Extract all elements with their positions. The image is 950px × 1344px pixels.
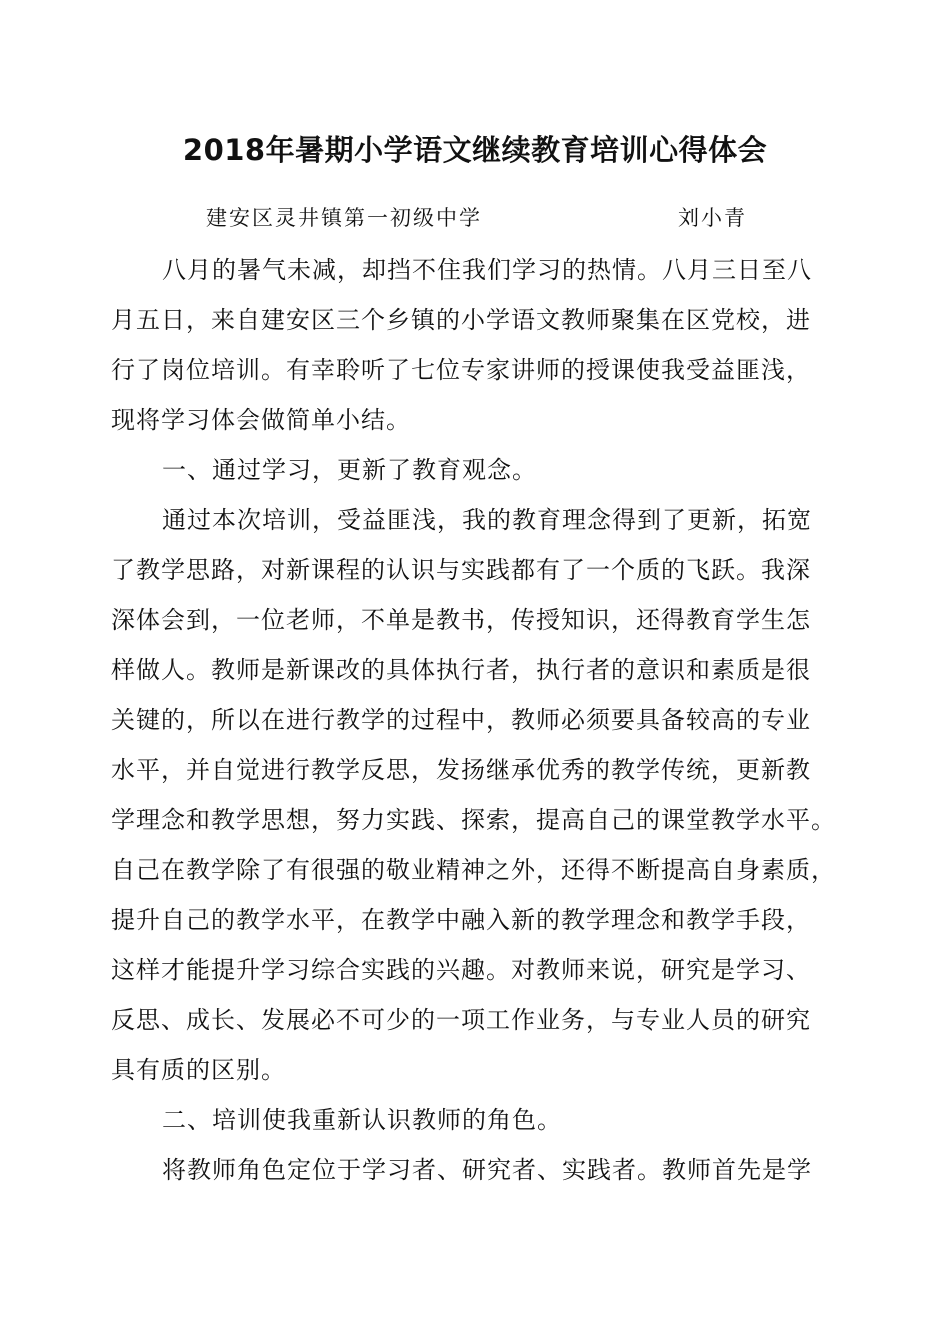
paragraph-line: 自己在教学除了有很强的敬业精神之外，还得不断提高自身素质， — [111, 856, 836, 884]
author-name: 刘小青 — [678, 206, 747, 230]
paragraph-line: 反思、成长、发展必不可少的一项工作业务，与专业人员的研究 — [111, 1006, 811, 1034]
paragraph-line: 深体会到，一位老师，不单是教书，传授知识，还得教育学生怎 — [111, 606, 811, 634]
author-school: 建安区灵井镇第一初级中学 — [206, 206, 482, 230]
paragraph-line: 水平，并自觉进行教学反思，发扬继承优秀的教学传统，更新教 — [111, 756, 811, 784]
paragraph-line: 行了岗位培训。有幸聆听了七位专家讲师的授课使我受益匪浅， — [111, 356, 811, 384]
paragraph-line: 八月的暑气未减，却挡不住我们学习的热情。八月三日至八 — [162, 256, 812, 284]
paragraph-line: 通过本次培训，受益匪浅，我的教育理念得到了更新，拓宽 — [162, 506, 812, 534]
section-heading: 二、培训使我重新认识教师的角色。 — [162, 1106, 562, 1134]
paragraph-line: 月五日，来自建安区三个乡镇的小学语文教师聚集在区党校，进 — [111, 306, 811, 334]
paragraph-line: 提升自己的教学水平，在教学中融入新的教学理念和教学手段， — [111, 906, 811, 934]
paragraph-line: 将教师角色定位于学习者、研究者、实践者。教师首先是学 — [162, 1156, 812, 1184]
paragraph-line: 这样才能提升学习综合实践的兴趣。对教师来说，研究是学习、 — [111, 956, 811, 984]
paragraph-line: 关键的，所以在进行教学的过程中，教师必须要具备较高的专业 — [111, 706, 811, 734]
section-heading: 一、通过学习，更新了教育观念。 — [162, 456, 537, 484]
paragraph-line: 具有质的区别。 — [111, 1056, 286, 1084]
paragraph-line: 学理念和教学思想，努力实践、探索，提高自己的课堂教学水平。 — [111, 806, 836, 834]
document-title: 2018年暑期小学语文继续教育培训心得体会 — [182, 133, 768, 167]
paragraph-line: 样做人。教师是新课改的具体执行者，执行者的意识和素质是很 — [111, 656, 811, 684]
paragraph-line: 现将学习体会做简单小结。 — [111, 406, 411, 434]
paragraph-line: 了教学思路，对新课程的认识与实践都有了一个质的飞跃。我深 — [111, 556, 811, 584]
